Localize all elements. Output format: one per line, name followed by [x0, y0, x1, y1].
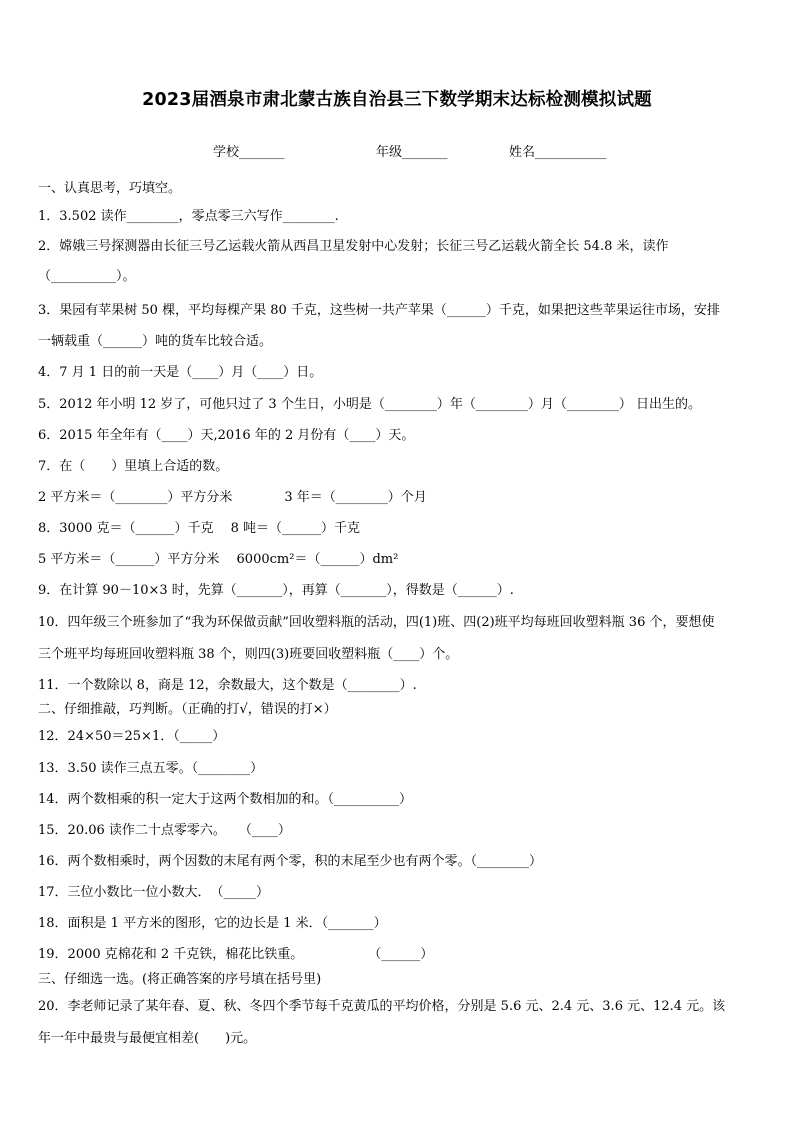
question-12: 12．24×50＝25×1．（_____）	[38, 729, 226, 744]
question-8: 8．3000 克＝（______）千克 8 吨＝（______）千克	[38, 521, 361, 536]
section-heading-choose: 三、仔细选一选。(将正确答案的序号填在括号里)	[38, 972, 322, 987]
question-8-items: 5 平方米＝（______）平方分米 6000cm²＝（______）dm²	[38, 552, 399, 567]
question-10-continued: 三个班平均每班回收塑料瓶 38 个，则四(3)班要回收塑料瓶（____）个。	[38, 647, 459, 662]
question-2-continued: （__________）。	[38, 269, 136, 284]
question-20: 20．李老师记录了某年春、夏、秋、冬四个季节每千克黄瓜的平均价格，分别是 5.6 元、2.4 元、3.6 元、12.4 元。该	[38, 999, 726, 1014]
question-16: 16．两个数相乘时，两个因数的末尾有两个零，积的末尾至少也有两个零。（________）	[38, 854, 543, 869]
question-13: 13．3.50 读作三点五零。（________）	[38, 761, 264, 776]
question-14: 14．两个数相乘的积一定大于这两个数相加的和。（__________）	[38, 792, 413, 807]
question-18: 18．面积是 1 平方米的图形，它的边长是 1 米．（_______）	[38, 916, 387, 931]
question-11: 11．一个数除以 8，商是 12，余数最大，这个数是（________）.	[38, 678, 417, 693]
question-4: 4．7 月 1 日的前一天是（____）月（____）日。	[38, 365, 323, 380]
question-3: 3．果园有苹果树 50 棵，平均每棵产果 80 千克，这些树一共产苹果（______）千克，如果把这些苹果运往市场，安排	[38, 303, 720, 318]
question-15: 15．20.06 读作二十点零零六。 （____）	[38, 823, 291, 838]
question-1: 1．3.502 读作________，零点零三六写作________.	[38, 209, 339, 224]
question-10: 10．四年级三个班参加了“我为环保做贡献”回收塑料瓶的活动，四(1)班、四(2)班平均每班回收塑料瓶 36 个，要想使	[38, 615, 715, 630]
section-heading-fill-in: 一、认真思考，巧填空。	[38, 181, 182, 196]
grade-field: 年级_______	[376, 145, 448, 160]
question-2: 2．嫦娥三号探测器由长征三号乙运载火箭从西昌卫星发射中心发射；长征三号乙运载火箭全长 54.8 米，读作	[38, 239, 669, 254]
school-field: 学校_______	[213, 145, 285, 160]
question-17: 17．三位小数比一位小数大． （_____）	[38, 885, 270, 900]
question-7-items: 2 平方米＝（________）平方分米 3 年＝（________）个月	[38, 490, 427, 505]
name-field: 姓名___________	[509, 145, 607, 160]
question-3-continued: 一辆载重（______）吨的货车比较合适。	[38, 334, 273, 349]
question-7: 7．在（ ）里填上合适的数。	[38, 459, 229, 474]
question-20-continued: 年一年中最贵与最便宜相差( )元。	[38, 1031, 257, 1046]
section-heading-judge: 二、仔细推敲，巧判断。（正确的打√，错误的打×）	[38, 702, 337, 717]
question-9: 9．在计算 90－10×3 时，先算（_______），再算（_______），得数是（______）.	[38, 583, 514, 598]
question-19: 19．2000 克棉花和 2 千克铁，棉花比铁重。 （______）	[38, 947, 434, 962]
question-6: 6．2015 年全年有（____）天,2016 年的 2 月份有（____）天。	[38, 428, 415, 443]
question-5: 5．2012 年小明 12 岁了，可他只过了 3 个生日，小明是（________）年（________）月（________） 日出生的。	[38, 397, 701, 412]
page-title: 2023届酒泉市肃北蒙古族自治县三下数学期末达标检测模拟试题	[142, 90, 652, 110]
